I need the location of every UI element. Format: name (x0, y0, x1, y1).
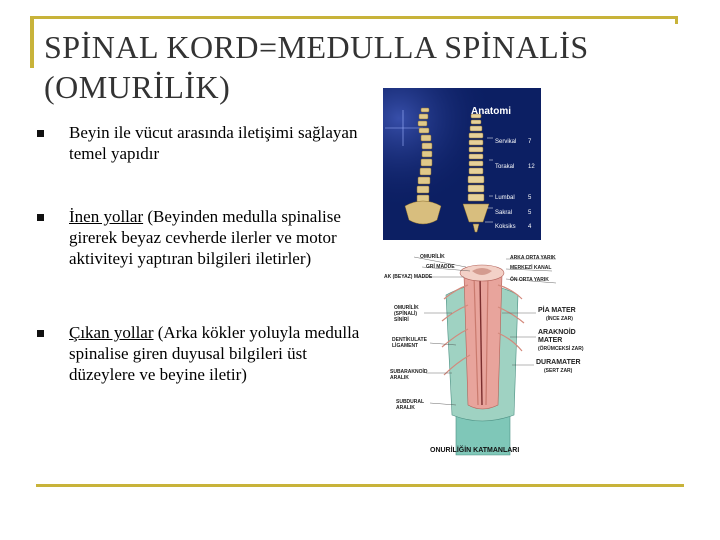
label-omurilik-siniri: OMURİLİK (SPİNALİ) SİNİRİ (394, 305, 419, 323)
bullet-description: (Arka kökler yoluyla medulla spinalise giren duyusal bilgileri üst düzeylere ve beyine iletir) (69, 323, 360, 384)
frame-left-accent (30, 16, 34, 68)
region-label: Lumbal (495, 195, 515, 201)
frame-right-accent (675, 16, 678, 24)
title-line-2: (OMURİLİK) (44, 69, 231, 105)
layers-caption: ONURİLİĞİN KATMANLARI (430, 447, 520, 454)
bullet-text (69, 322, 361, 385)
label-araknoid: ARAKNOİD MATER (538, 329, 576, 344)
frame-top-accent (30, 16, 678, 19)
label-gri-madde: GRİ MADDE (426, 264, 455, 270)
label-on-orta-yarik: ÖN ORTA YARIK (510, 277, 549, 283)
label-ak-madde: AK (BEYAZ) MADDE (384, 274, 433, 280)
label-merkezi-kanal: MERKEZİ KANAL (510, 265, 552, 271)
region-label: Sakral (495, 210, 513, 216)
label-duramater-sub: (SERT ZAR) (544, 368, 573, 374)
spinal-layers-illustration (386, 255, 602, 459)
title-line-1: SPİNAL KORD=MEDULLA SPİNALİS (44, 29, 589, 65)
region-label: Servikal (495, 139, 517, 145)
bullet-term: Çıkan yollar (69, 323, 154, 342)
spine-illustration (383, 88, 541, 240)
bullet-marker-icon (37, 214, 44, 221)
label-duramater: DURAMATER (536, 359, 581, 366)
region-count: 5 (528, 210, 532, 216)
label-subdural: SUBDURAL ARALIK (396, 399, 424, 411)
region-count: 7 (528, 139, 532, 145)
bullet-text: Beyin ile vücut arasında iletişimi sağlayan temel yapıdır (69, 123, 358, 163)
bullet-term: İnen yollar (69, 207, 144, 226)
bullet-description: (Beyinden medulla spinalise girerek beyaz cevherde ilerler ve motor aktiviteyi yaptıran bilgileri iletirler) (69, 207, 341, 268)
label-dentikulate: DENTİKULATE LİGAMENT (392, 337, 427, 349)
label-subaraknoid: SUBARAKNOİD ARALIK (390, 369, 428, 381)
slide-title (44, 27, 664, 107)
anatomy-title: Anatomi (471, 106, 511, 117)
region-count: 5 (528, 195, 532, 201)
bottom-accent-rule (36, 484, 684, 487)
spine-anatomy-image (383, 88, 541, 240)
region-count: 4 (528, 224, 532, 230)
label-pia-mater-sub: (İNCE ZAR) (546, 316, 573, 322)
bullet-text (69, 206, 361, 269)
region-count: 12 (528, 164, 535, 170)
bullet-marker-icon (37, 330, 44, 337)
bullet-marker-icon (37, 130, 44, 137)
label-pia-mater: PİA MATER (538, 307, 576, 314)
label-omurilik: OMURİLİK (420, 254, 445, 260)
spinal-layers-image (386, 255, 602, 459)
label-arka-orta-yarik: ARKA ORTA YARIK (510, 255, 556, 261)
label-araknoid-sub: (ÖRÜMCEKSİ ZAR) (538, 346, 584, 352)
region-label: Koksiks (495, 224, 516, 230)
region-label: Torakal (495, 164, 515, 170)
